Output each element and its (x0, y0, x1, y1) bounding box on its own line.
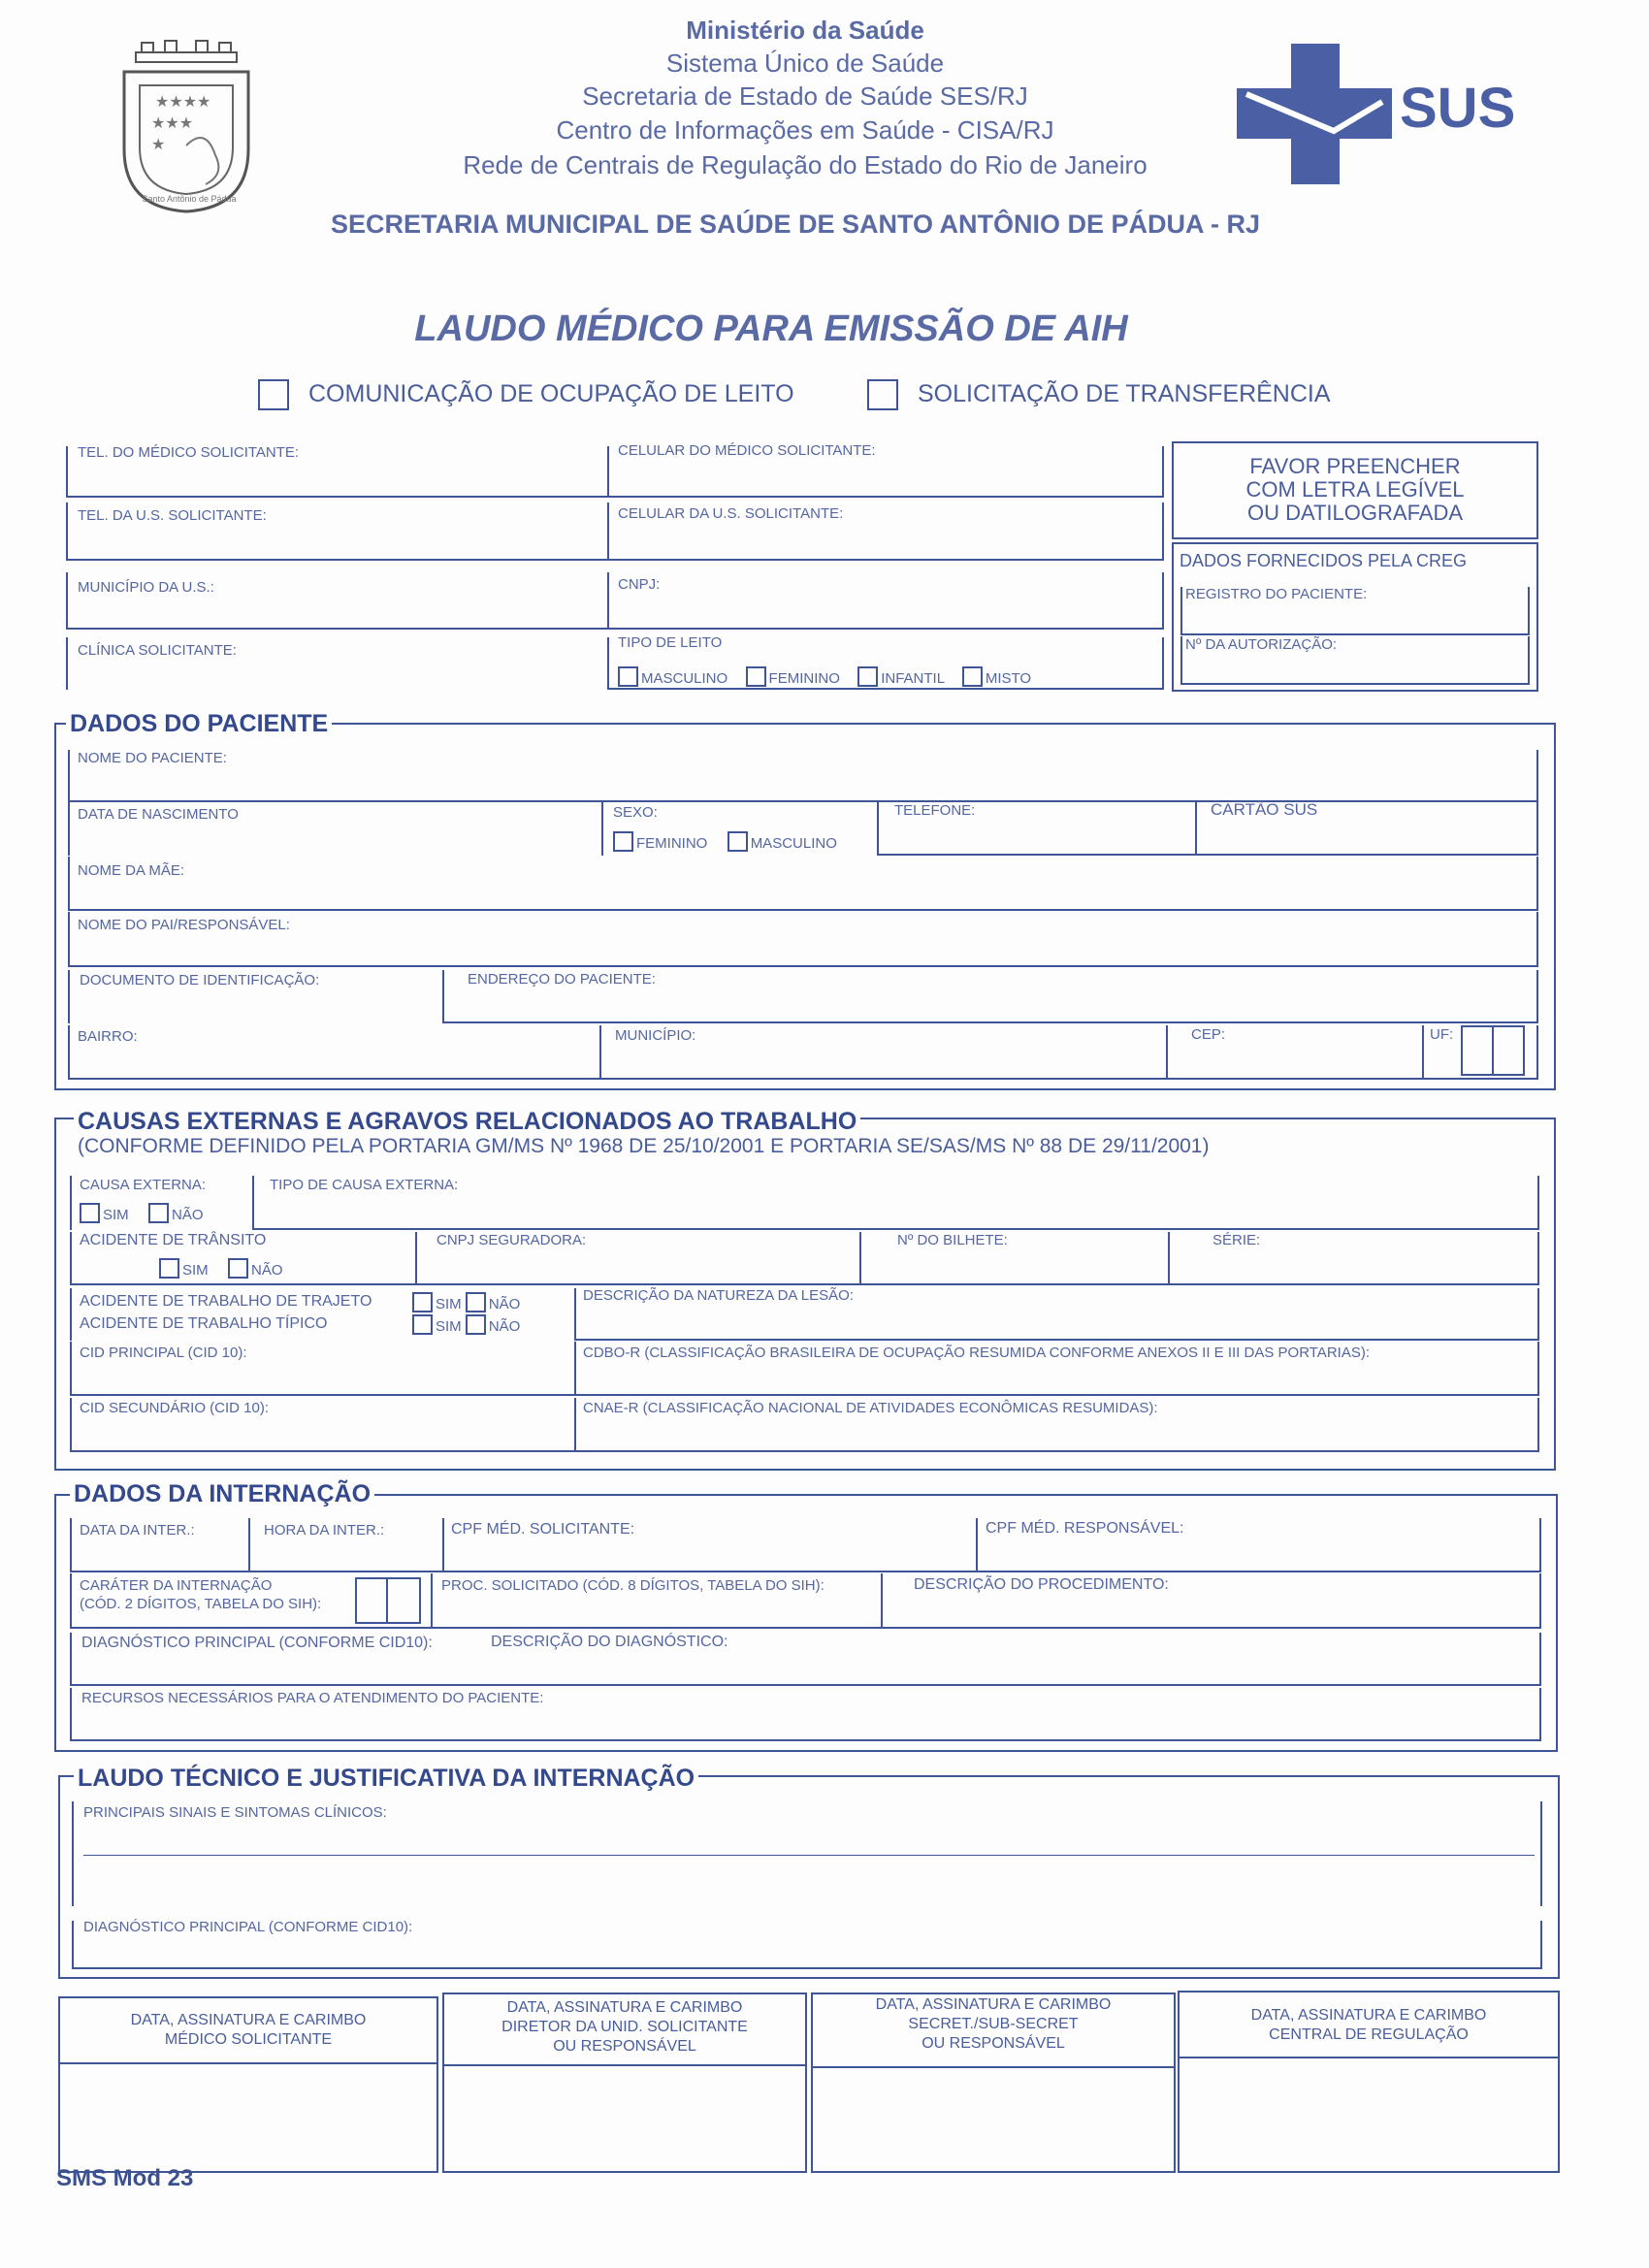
cpf-solicitante-label: CPF MÉD. SOLICITANTE: (451, 1521, 635, 1538)
assinatura-medico-label (58, 2011, 438, 2050)
desc-proc-field[interactable] (885, 1599, 1536, 1625)
municipio-label: MUNICÍPIO: (615, 1027, 696, 1044)
tipico-sim-label: SIM (436, 1318, 462, 1335)
cpf-responsavel-field[interactable] (980, 1542, 1536, 1569)
cpf-solicitante-field[interactable] (446, 1542, 972, 1569)
option-ocupacao-checkbox[interactable] (258, 379, 289, 410)
cnae-label: CNAE-R (CLASSIFICAÇÃO NACIONAL DE ATIVIDADES ECONÔMICAS RESUMIDAS): (583, 1400, 1158, 1416)
cep-field[interactable] (1170, 1048, 1418, 1076)
nome-pai-label: NOME DO PAI/RESPONSÁVEL: (78, 917, 290, 933)
trajeto-nao-checkbox[interactable] (466, 1292, 486, 1312)
paciente-section-title: DADOS DO PACIENTE (66, 710, 332, 738)
desc-diag-field[interactable] (485, 1655, 1536, 1682)
transito-nao-checkbox[interactable] (228, 1258, 248, 1279)
transito-nao-label: NÃO (251, 1262, 283, 1279)
sexo-feminino-label: FEMININO (636, 835, 708, 852)
bairro-field[interactable] (72, 1048, 596, 1076)
trajeto-nao-label: NÃO (488, 1296, 521, 1312)
laudo-section-title: LAUDO TÉCNICO E JUSTIFICATIVA DA INTERNAÇÃO (74, 1765, 698, 1793)
data-inter-field[interactable] (74, 1542, 244, 1569)
nome-paciente-label: NOME DO PACIENTE: (78, 750, 227, 766)
cel-us-label: CELULAR DA U.S. SOLICITANTE: (618, 505, 844, 522)
carater-field[interactable] (355, 1577, 421, 1624)
svg-text:★: ★ (151, 137, 166, 153)
bilhete-label: Nº DO BILHETE: (897, 1232, 1008, 1248)
cpf-responsavel-label: CPF MÉD. RESPONSÁVEL: (986, 1520, 1184, 1537)
causa-externa-sim-label: SIM (103, 1207, 129, 1223)
favor-line2: COM LETRA LEGÍVEL (1245, 477, 1465, 502)
causa-externa-nao-label: NÃO (172, 1207, 204, 1223)
assinatura-secret-l2: SECRET./SUB-SECRET (908, 2016, 1079, 2032)
header-ses: Secretaria de Estado de Saúde SES/RJ (582, 81, 1028, 111)
nome-mae-label: NOME DA MÃE: (78, 862, 185, 879)
header-sus-name: Sistema Único de Saúde (665, 49, 945, 78)
tipico-sim-checkbox[interactable] (412, 1314, 433, 1335)
nome-paciente-field[interactable] (72, 770, 1533, 798)
registro-field[interactable] (1183, 605, 1525, 632)
tel-medico-label: TEL. DO MÉDICO SOLICITANTE: (78, 444, 300, 461)
leito-infantil-checkbox[interactable] (857, 666, 878, 687)
carater-label-1: CARÁTER DA INTERNAÇÃO (80, 1577, 273, 1594)
transito-sim-checkbox[interactable] (159, 1258, 179, 1279)
transito-sim-label: SIM (182, 1262, 209, 1279)
sus-logo-text: SUS (1400, 77, 1516, 140)
tipo-leito-options (618, 666, 1031, 687)
trajeto-options (412, 1292, 520, 1312)
cbo-label: CDBO-R (CLASSIFICAÇÃO BRASILEIRA DE OCUPAÇÃO RESUMIDA CONFORME ANEXOS II E III DAS PORTARIAS): (583, 1345, 1370, 1361)
diag-principal-field[interactable] (74, 1655, 475, 1682)
leito-masculino-label: MASCULINO (641, 670, 728, 687)
causa-externa-options (80, 1203, 204, 1223)
proc-solicitado-label: PROC. SOLICITADO (CÓD. 8 DÍGITOS, TABELA DO SIH): (441, 1577, 824, 1594)
registro-label: REGISTRO DO PACIENTE: (1185, 586, 1368, 602)
header-ministerio: Ministério da Saúde (686, 16, 924, 45)
sexo-options (613, 831, 837, 852)
hora-inter-label: HORA DA INTER.: (264, 1522, 385, 1539)
assinatura-secret-l1: DATA, ASSINATURA E CARIMBO (875, 1996, 1112, 2013)
cnpj-seguradora-label: CNPJ SEGURADORA: (436, 1232, 587, 1248)
trajeto-sim-checkbox[interactable] (412, 1292, 433, 1312)
causa-externa-nao-checkbox[interactable] (148, 1203, 169, 1223)
cel-medico-field[interactable] (611, 464, 1158, 493)
hora-inter-field[interactable] (252, 1542, 438, 1569)
recursos-label: RECURSOS NECESSÁRIOS PARA O ATENDIMENTO DO PACIENTE: (81, 1690, 544, 1706)
desc-proc-label: DESCRIÇÃO DO PROCEDIMENTO: (914, 1576, 1169, 1593)
laudo-diag-field[interactable] (78, 1938, 1536, 1965)
laudo-diag-label: DIAGNÓSTICO PRINCIPAL (CONFORME CID10): (83, 1919, 413, 1935)
form-title: LAUDO MÉDICO PARA EMISSÃO DE AIH (414, 308, 1128, 349)
cel-us-field[interactable] (611, 528, 1158, 557)
cbo-field[interactable] (578, 1364, 1533, 1392)
sexo-label: SEXO: (613, 804, 658, 821)
cartao-sus-label: CARTÃO SUS (1211, 800, 1318, 819)
assinatura-diretor-l1: DATA, ASSINATURA E CARIMBO (506, 1999, 743, 2016)
assinatura-diretor-l2: DIRETOR DA UNID. SOLICITANTE (501, 2019, 748, 2035)
tel-us-field[interactable] (70, 528, 603, 557)
svg-text:★★★★: ★★★★ (155, 94, 211, 111)
cartao-sus-field[interactable] (1199, 823, 1533, 852)
endereco-field[interactable] (446, 991, 1533, 1020)
assinatura-secret-label (811, 1995, 1176, 2054)
serie-field[interactable] (1172, 1253, 1533, 1281)
assinatura-diretor-label (442, 1998, 807, 2057)
trajeto-sim-label: SIM (436, 1296, 462, 1312)
tipico-nao-label: NÃO (488, 1318, 521, 1335)
assinatura-medico-l2: MÉDICO SOLICITANTE (164, 2031, 333, 2048)
sinais-field[interactable] (78, 1824, 1536, 1903)
tipo-leito-label: TIPO DE LEITO (618, 634, 723, 651)
leito-feminino-label: FEMININO (768, 670, 840, 687)
diag-principal-label: DIAGNÓSTICO PRINCIPAL (CONFORME CID10): (81, 1635, 433, 1651)
serie-label: SÉRIE: (1212, 1232, 1261, 1248)
clinica-field[interactable] (70, 662, 603, 687)
causa-externa-sim-checkbox[interactable] (80, 1203, 100, 1223)
natureza-field[interactable] (578, 1308, 1533, 1337)
header-cisa: Centro de Informações em Saúde - CISA/RJ (556, 115, 1054, 145)
nascimento-field[interactable] (72, 826, 598, 854)
data-inter-label: DATA DA INTER.: (80, 1522, 195, 1539)
bilhete-field[interactable] (863, 1253, 1164, 1281)
form-code: SMS Mod 23 (56, 2165, 194, 2191)
documento-label: DOCUMENTO DE IDENTIFICAÇÃO: (80, 972, 320, 988)
cnpj-seguradora-field[interactable] (419, 1253, 856, 1281)
creg-label: DADOS FORNECIDOS PELA CREG (1180, 551, 1468, 570)
tipico-nao-checkbox[interactable] (466, 1314, 486, 1335)
tipo-causa-label: TIPO DE CAUSA EXTERNA: (270, 1177, 459, 1193)
tel-us-label: TEL. DA U.S. SOLICITANTE: (78, 507, 267, 524)
leito-feminino-checkbox[interactable] (746, 666, 766, 687)
cep-label: CEP: (1191, 1026, 1226, 1043)
nascimento-label: DATA DE NASCIMENTO (78, 806, 239, 823)
municipio-us-label: MUNICÍPIO DA U.S.: (78, 579, 214, 596)
cid-principal-label: CID PRINCIPAL (CID 10): (80, 1345, 247, 1361)
header-municipal: SECRETARIA MUNICIPAL DE SAÚDE DE SANTO ANTÔNIO DE PÁDUA - RJ (330, 210, 1261, 239)
municipio-field[interactable] (603, 1048, 1162, 1076)
acidente-transito-options (159, 1258, 283, 1279)
acidente-transito-label: ACIDENTE DE TRÂNSITO (80, 1232, 267, 1248)
nome-pai-field[interactable] (72, 935, 1533, 963)
leito-infantil-label: INFANTIL (881, 670, 945, 687)
assinatura-diretor-l3: OU RESPONSÁVEL (553, 2038, 696, 2055)
option-transferencia-label: SOLICITAÇÃO DE TRANSFERÊNCIA (918, 380, 1331, 407)
telefone-field[interactable] (881, 823, 1191, 852)
cid-secundario-field[interactable] (74, 1420, 570, 1448)
carater-label-2: (CÓD. 2 DÍGITOS, TABELA DO SIH): (80, 1596, 322, 1612)
tel-medico-field[interactable] (70, 464, 603, 493)
bairro-label: BAIRRO: (78, 1028, 138, 1045)
assinatura-central-l2: CENTRAL DE REGULAÇÃO (1269, 2026, 1469, 2043)
assinatura-medico-l1: DATA, ASSINATURA E CARIMBO (130, 2012, 367, 2028)
telefone-label: TELEFONE: (894, 802, 976, 819)
leito-misto-label: MISTO (985, 670, 1032, 687)
seal-text: Santo Antônio de Pádua (142, 194, 237, 204)
cnpj-label: CNPJ: (618, 576, 661, 593)
tipo-causa-field[interactable] (256, 1197, 1533, 1226)
trajeto-label: ACIDENTE DE TRABALHO DE TRAJETO (80, 1293, 372, 1310)
leito-misto-checkbox[interactable] (962, 666, 983, 687)
assinatura-central-l1: DATA, ASSINATURA E CARIMBO (1250, 2007, 1487, 2024)
internacao-section-title: DADOS DA INTERNAÇÃO (70, 1480, 374, 1508)
uf-label: UF: (1430, 1026, 1454, 1043)
proc-solicitado-field[interactable] (435, 1599, 877, 1625)
sexo-feminino-checkbox[interactable] (613, 831, 633, 852)
cid-principal-field[interactable] (74, 1364, 570, 1392)
sexo-masculino-checkbox[interactable] (728, 831, 748, 852)
option-transferencia-checkbox[interactable] (867, 379, 898, 410)
cel-medico-label: CELULAR DO MÉDICO SOLICITANTE: (618, 442, 876, 459)
desc-diag-label: DESCRIÇÃO DO DIAGNÓSTICO: (491, 1634, 728, 1650)
assinatura-secret-l3: OU RESPONSÁVEL (922, 2035, 1065, 2052)
municipio-us-field[interactable] (70, 598, 603, 626)
autorizacao-label: Nº DA AUTORIZAÇÃO: (1185, 636, 1338, 653)
causas-subtitle: (CONFORME DEFINIDO PELA PORTARIA GM/MS Nº 1968 DE 25/10/2001 E PORTARIA SE/SAS/MS Nº 88 DE 29/11/2001) (78, 1135, 1210, 1157)
cnpj-field[interactable] (611, 598, 1158, 626)
nome-mae-field[interactable] (72, 881, 1533, 907)
option-ocupacao-label: COMUNICAÇÃO DE OCUPAÇÃO DE LEITO (308, 380, 794, 407)
leito-masculino-checkbox[interactable] (618, 666, 638, 687)
autorizacao-field[interactable] (1183, 656, 1525, 682)
tipico-options (412, 1314, 520, 1335)
header-rede: Rede de Centrais de Regulação do Estado do Rio de Janeiro (463, 150, 1148, 179)
sexo-masculino-label: MASCULINO (750, 835, 837, 852)
documento-field[interactable] (72, 993, 438, 1021)
cnae-field[interactable] (578, 1420, 1533, 1448)
svg-text:★★★: ★★★ (151, 115, 194, 132)
assinatura-central-label (1178, 2006, 1560, 2045)
natureza-label: DESCRIÇÃO DA NATUREZA DA LESÃO: (583, 1287, 854, 1304)
tipico-label: ACIDENTE DE TRABALHO TÍPICO (80, 1315, 328, 1332)
causa-externa-label: CAUSA EXTERNA: (80, 1177, 207, 1193)
clinica-label: CLÍNICA SOLICITANTE: (78, 642, 237, 659)
favor-line3: OU DATILOGRAFADA (1246, 501, 1464, 525)
cid-secundario-label: CID SECUNDÁRIO (CID 10): (80, 1400, 270, 1416)
sinais-label: PRINCIPAIS SINAIS E SINTOMAS CLÍNICOS: (83, 1804, 387, 1821)
causas-section-title: CAUSAS EXTERNAS E AGRAVOS RELACIONADOS AO TRABALHO (74, 1108, 860, 1136)
recursos-field[interactable] (74, 1710, 1536, 1737)
endereco-label: ENDEREÇO DO PACIENTE: (468, 971, 656, 988)
favor-line1: FAVOR PREENCHER (1249, 454, 1461, 478)
